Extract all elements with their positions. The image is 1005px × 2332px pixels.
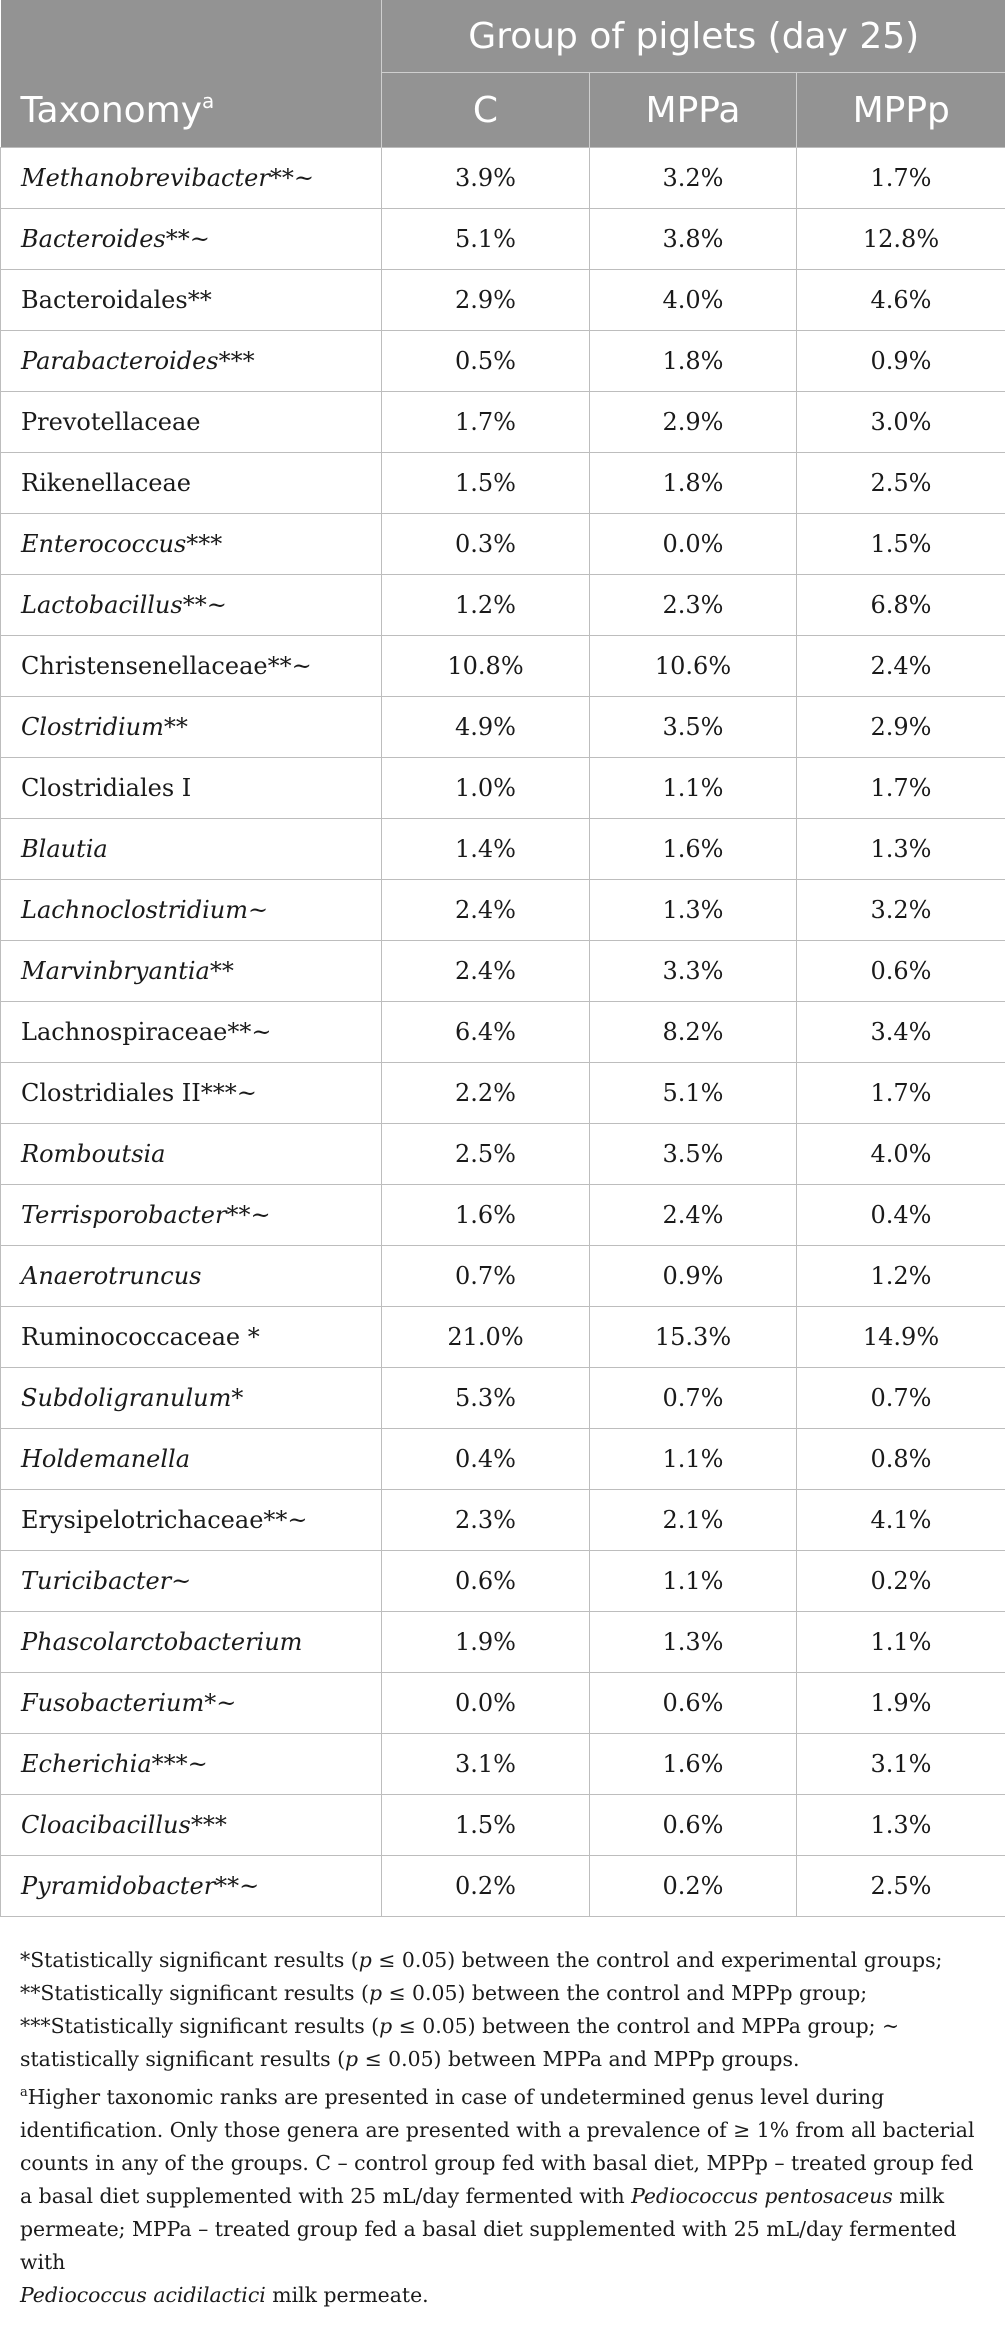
value-mppp: 12.8% (797, 209, 1005, 270)
significance-marker: * (240, 1323, 260, 1351)
value-c: 3.1% (382, 1734, 590, 1795)
value-mppa: 1.8% (590, 453, 797, 514)
taxon-cell (1, 1429, 382, 1490)
value-mppp: 4.1% (797, 1490, 1005, 1551)
significance-marker: **~ (227, 1018, 272, 1046)
footnote-sig-mppp: **Statistically significant results ( (20, 1981, 369, 2005)
table-row (1, 1002, 1005, 1063)
taxon-cell (1, 758, 382, 819)
value-mppa: 0.9% (590, 1246, 797, 1307)
species-acidilactici: Pediococcus acidilactici (20, 2283, 266, 2307)
value-mppp: 14.9% (797, 1307, 1005, 1368)
table-row (1, 1612, 1005, 1673)
taxon-cell (1, 209, 382, 270)
value-c: 3.9% (382, 148, 590, 209)
taxon-name: Ruminococcaceae (21, 1323, 241, 1351)
taxon-name: Clostridiales I (21, 774, 192, 802)
table-row (1, 1063, 1005, 1124)
value-c: 1.4% (382, 819, 590, 880)
value-c: 0.4% (382, 1429, 590, 1490)
value-mppa: 1.1% (590, 758, 797, 819)
taxon-cell (1, 575, 382, 636)
value-mppp: 1.7% (797, 758, 1005, 819)
taxon-name: Erysipelotrichaceae (21, 1506, 264, 1534)
column-header-c: C (382, 73, 590, 148)
value-mppp: 3.0% (797, 392, 1005, 453)
value-c: 2.3% (382, 1490, 590, 1551)
taxon-name: Methanobrevibacter (21, 164, 270, 192)
value-mppa: 0.7% (590, 1368, 797, 1429)
value-mppa: 0.2% (590, 1856, 797, 1917)
column-header-mppp: MPPp (797, 73, 1005, 148)
significance-marker: *** (218, 347, 255, 375)
taxon-cell (1, 453, 382, 514)
value-mppp: 1.7% (797, 148, 1005, 209)
value-c: 0.7% (382, 1246, 590, 1307)
value-c: 0.5% (382, 331, 590, 392)
value-c: 1.9% (382, 1612, 590, 1673)
taxon-name: Enterococcus (21, 530, 187, 558)
footnote-significance (20, 1944, 990, 2076)
taxon-name: Anaerotruncus (21, 1262, 202, 1290)
column-header-mppa: MPPa (590, 73, 797, 148)
taxon-cell (1, 1612, 382, 1673)
taxon-cell (1, 880, 382, 941)
footnote-a-line-4-end: milk (892, 2184, 945, 2208)
species-pentosaceus: Pediococcus pentosaceus (631, 2184, 893, 2208)
value-mppp: 0.6% (797, 941, 1005, 1002)
taxon-name: Subdoligranulum (21, 1384, 232, 1412)
taxon-name: Turicibacter (21, 1567, 172, 1595)
value-c: 1.2% (382, 575, 590, 636)
taxon-cell (1, 636, 382, 697)
significance-marker: **~ (267, 652, 312, 680)
value-c: 1.5% (382, 1795, 590, 1856)
value-mppp: 0.7% (797, 1368, 1005, 1429)
value-c: 1.6% (382, 1185, 590, 1246)
table-row (1, 819, 1005, 880)
value-mppa: 0.0% (590, 514, 797, 575)
value-mppp: 0.8% (797, 1429, 1005, 1490)
taxon-cell (1, 1856, 382, 1917)
taxon-cell (1, 1490, 382, 1551)
significance-marker: *** (190, 1811, 227, 1839)
value-mppp: 1.3% (797, 1795, 1005, 1856)
value-mppp: 3.4% (797, 1002, 1005, 1063)
value-mppp: 2.5% (797, 1856, 1005, 1917)
footnote-a (20, 2076, 990, 2312)
value-c: 0.2% (382, 1856, 590, 1917)
value-c: 2.4% (382, 941, 590, 1002)
value-c: 1.5% (382, 453, 590, 514)
value-mppp: 4.0% (797, 1124, 1005, 1185)
taxon-name: Fusobacterium (21, 1689, 205, 1717)
footnote-sig-mppp-end: ≤ 0.05) between the control and MPPp group; (382, 1981, 868, 2005)
taxon-cell (1, 1063, 382, 1124)
taxon-name: Lachnoclostridium (21, 896, 248, 924)
value-mppp: 1.3% (797, 819, 1005, 880)
value-mppa: 10.6% (590, 636, 797, 697)
table-row (1, 1551, 1005, 1612)
value-mppa: 2.1% (590, 1490, 797, 1551)
taxon-cell (1, 392, 382, 453)
taxon-name: Romboutsia (21, 1140, 166, 1168)
header-empty-cell (1, 0, 382, 73)
taxon-name: Clostridiales II (21, 1079, 201, 1107)
value-mppp: 4.6% (797, 270, 1005, 331)
value-mppp: 6.8% (797, 575, 1005, 636)
taxon-name: Phascolarctobacterium (21, 1628, 303, 1656)
value-c: 2.5% (382, 1124, 590, 1185)
table-row (1, 1734, 1005, 1795)
value-mppp: 1.7% (797, 1063, 1005, 1124)
table-footnotes (20, 1944, 990, 2312)
value-mppp: 0.9% (797, 331, 1005, 392)
significance-marker: **~ (182, 591, 227, 619)
footnote-a-line-3: counts in any of the groups. C – control group fed with basal diet, MPPp – treated group fed (20, 2151, 974, 2175)
p-symbol: p (368, 1981, 382, 2005)
value-c: 5.3% (382, 1368, 590, 1429)
taxon-name: Christensenellaceae (21, 652, 268, 680)
value-mppp: 2.4% (797, 636, 1005, 697)
significance-marker: * (231, 1384, 244, 1412)
value-mppp: 2.5% (797, 453, 1005, 514)
footnote-a-line-5: permeate; MPPa – treated group fed a basal diet supplemented with 25 mL/day fermented with (20, 2217, 957, 2274)
table-row (1, 941, 1005, 1002)
value-c: 2.9% (382, 270, 590, 331)
taxon-name: Rikenellaceae (21, 469, 191, 497)
table-row (1, 1368, 1005, 1429)
significance-marker: *** (186, 530, 223, 558)
table-row (1, 270, 1005, 331)
taxon-name: Blautia (21, 835, 108, 863)
taxon-cell (1, 1246, 382, 1307)
group-header: Group of piglets (day 25) (382, 0, 1005, 73)
value-mppp: 1.2% (797, 1246, 1005, 1307)
value-mppa: 2.9% (590, 392, 797, 453)
significance-marker: ~ (171, 1567, 192, 1595)
value-c: 2.2% (382, 1063, 590, 1124)
table-row (1, 758, 1005, 819)
footnote-sig-between-end: ≤ 0.05) between MPPa and MPPp groups. (358, 2047, 800, 2071)
value-mppa: 5.1% (590, 1063, 797, 1124)
value-mppp: 2.9% (797, 697, 1005, 758)
table-row (1, 1673, 1005, 1734)
value-mppa: 1.3% (590, 880, 797, 941)
value-mppp: 3.1% (797, 1734, 1005, 1795)
taxon-cell (1, 1734, 382, 1795)
value-c: 2.4% (382, 880, 590, 941)
taxon-cell (1, 1124, 382, 1185)
header-row-columns (1, 73, 1005, 148)
taxon-cell (1, 1368, 382, 1429)
taxon-name: Lachnospiraceae (21, 1018, 228, 1046)
table-row (1, 209, 1005, 270)
footnote-sig-mppa-end: ≤ 0.05) between the control and MPPa group; ~ (392, 2014, 900, 2038)
table-row (1, 1856, 1005, 1917)
footnote-a-marker: a (20, 2085, 28, 2100)
value-mppp: 1.5% (797, 514, 1005, 575)
table-row (1, 1246, 1005, 1307)
value-mppa: 8.2% (590, 1002, 797, 1063)
taxon-cell (1, 148, 382, 209)
footnote-sig-all-end: ≤ 0.05) between the control and experimental groups; (371, 1948, 943, 1972)
taxon-name: Marvinbryantia (21, 957, 210, 985)
table-row (1, 392, 1005, 453)
taxon-cell (1, 1551, 382, 1612)
significance-marker: **~ (269, 164, 314, 192)
value-mppa: 3.5% (590, 1124, 797, 1185)
value-c: 0.6% (382, 1551, 590, 1612)
taxon-name: Lactobacillus (21, 591, 183, 619)
taxon-name: Terrisporobacter (21, 1201, 227, 1229)
footnote-sig-between: statistically significant results ( (20, 2047, 346, 2071)
taxon-cell (1, 270, 382, 331)
table-row (1, 331, 1005, 392)
table-row (1, 575, 1005, 636)
value-mppa: 1.6% (590, 819, 797, 880)
value-c: 0.3% (382, 514, 590, 575)
value-mppa: 1.1% (590, 1429, 797, 1490)
table-row (1, 1795, 1005, 1856)
taxon-name: Cloacibacillus (21, 1811, 191, 1839)
significance-marker: ** (163, 713, 188, 741)
value-mppa: 1.3% (590, 1612, 797, 1673)
footnote-sig-mppa: ***Statistically significant results ( (20, 2014, 380, 2038)
footnote-a-line-1: Higher taxonomic ranks are presented in case of undetermined genus level during (27, 2085, 885, 2109)
value-mppa: 2.4% (590, 1185, 797, 1246)
value-mppa: 1.6% (590, 1734, 797, 1795)
table-row (1, 1124, 1005, 1185)
value-c: 1.0% (382, 758, 590, 819)
taxonomy-header (1, 73, 382, 148)
significance-marker: ***~ (200, 1079, 257, 1107)
table-row (1, 1429, 1005, 1490)
taxon-name: Echerichia (21, 1750, 152, 1778)
value-c: 10.8% (382, 636, 590, 697)
significance-marker: **~ (263, 1506, 308, 1534)
taxon-name: Bacteroides (21, 225, 166, 253)
significance-marker: ~ (247, 896, 269, 924)
value-mppa: 1.8% (590, 331, 797, 392)
significance-marker: **~ (226, 1201, 271, 1229)
taxon-cell (1, 1002, 382, 1063)
value-mppa: 3.2% (590, 148, 797, 209)
taxonomy-footnote-marker: a (202, 88, 215, 113)
value-c: 5.1% (382, 209, 590, 270)
value-mppa: 3.5% (590, 697, 797, 758)
value-c: 21.0% (382, 1307, 590, 1368)
value-mppa: 3.3% (590, 941, 797, 1002)
value-mppp: 0.2% (797, 1551, 1005, 1612)
significance-marker: ** (187, 286, 212, 314)
p-symbol: p (345, 2047, 359, 2071)
table-row (1, 148, 1005, 209)
footnote-a-line-4: a basal diet supplemented with 25 mL/day fermented with (20, 2184, 632, 2208)
value-mppa: 0.6% (590, 1673, 797, 1734)
table-row (1, 880, 1005, 941)
value-mppp: 1.1% (797, 1612, 1005, 1673)
p-symbol: p (379, 2014, 393, 2038)
taxon-name: Bacteroidales (21, 286, 188, 314)
table-row (1, 1185, 1005, 1246)
table-row (1, 1307, 1005, 1368)
significance-marker: *~ (204, 1689, 237, 1717)
p-symbol: p (358, 1948, 372, 1972)
table-row (1, 514, 1005, 575)
significance-marker: ** (209, 957, 234, 985)
taxon-cell (1, 697, 382, 758)
taxon-name: Prevotellaceae (21, 408, 201, 436)
taxon-cell (1, 1673, 382, 1734)
table-row (1, 1490, 1005, 1551)
value-mppp: 3.2% (797, 880, 1005, 941)
footnote-a-line-6-end: milk permeate. (265, 2283, 429, 2307)
taxon-cell (1, 1307, 382, 1368)
value-mppp: 1.9% (797, 1673, 1005, 1734)
significance-marker: ***~ (151, 1750, 208, 1778)
significance-marker: **~ (215, 1872, 260, 1900)
taxon-cell (1, 819, 382, 880)
table-row (1, 697, 1005, 758)
taxon-cell (1, 1795, 382, 1856)
value-mppa: 1.1% (590, 1551, 797, 1612)
taxonomy-header-label: Taxonomy (20, 89, 203, 131)
value-mppp: 0.4% (797, 1185, 1005, 1246)
table-row (1, 636, 1005, 697)
value-mppa: 0.6% (590, 1795, 797, 1856)
footnote-a-line-2: identification. Only those genera are presented with a prevalence of ≥ 1% from all bacterial (20, 2118, 975, 2142)
significance-marker: **~ (165, 225, 210, 253)
footnote-sig-all: *Statistically significant results ( (20, 1948, 359, 1972)
value-c: 6.4% (382, 1002, 590, 1063)
value-c: 4.9% (382, 697, 590, 758)
taxon-cell (1, 331, 382, 392)
value-mppa: 4.0% (590, 270, 797, 331)
value-mppa: 3.8% (590, 209, 797, 270)
value-c: 0.0% (382, 1673, 590, 1734)
table-row (1, 453, 1005, 514)
taxon-cell (1, 514, 382, 575)
value-mppa: 2.3% (590, 575, 797, 636)
taxon-cell (1, 941, 382, 1002)
table-body (1, 148, 1005, 1917)
value-c: 1.7% (382, 392, 590, 453)
taxon-name: Pyramidobacter (21, 1872, 216, 1900)
value-mppa: 15.3% (590, 1307, 797, 1368)
taxon-name: Clostridium (21, 713, 164, 741)
taxon-name: Parabacteroides (21, 347, 219, 375)
taxon-name: Holdemanella (21, 1445, 191, 1473)
taxon-cell (1, 1185, 382, 1246)
header-row-group (1, 0, 1005, 73)
